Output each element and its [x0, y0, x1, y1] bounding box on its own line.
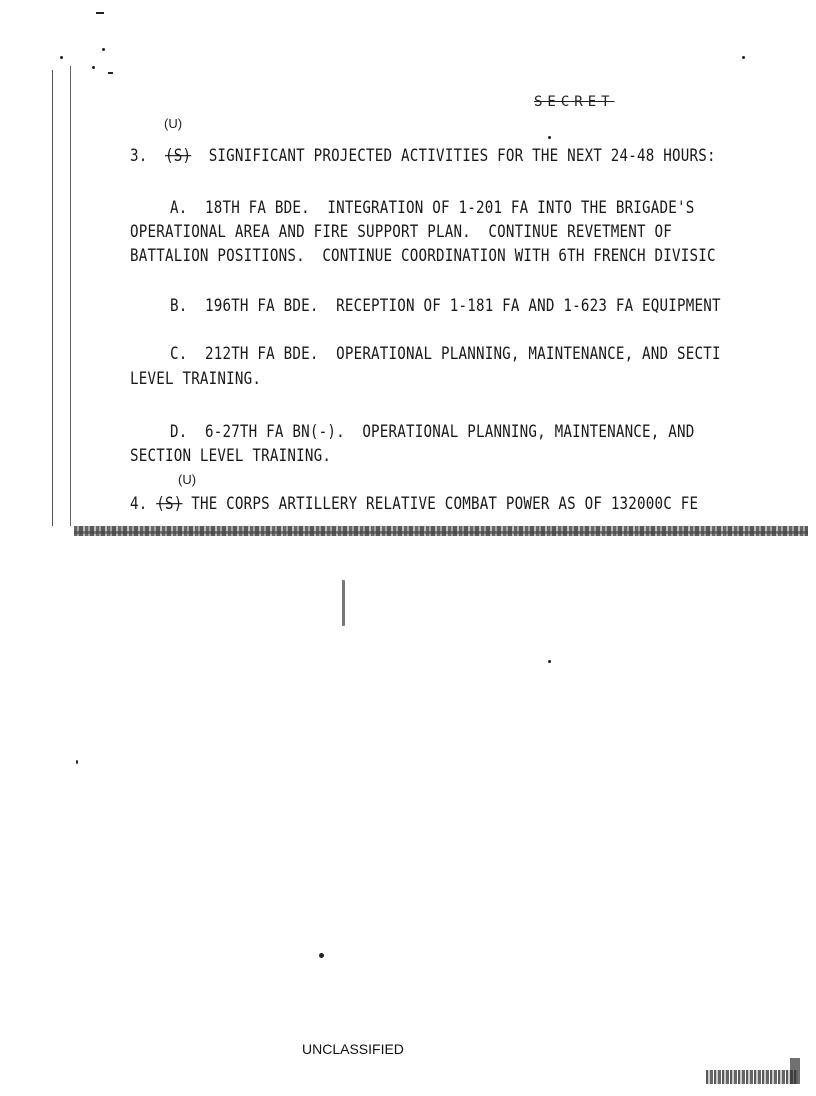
subparagraph-a-line: OPERATIONAL AREA AND FIRE SUPPORT PLAN. CONTINUE REVETMENT OF [130, 222, 672, 242]
subparagraph-d-line: SECTION LEVEL TRAINING. [130, 446, 332, 466]
paragraph-marking: (U) [164, 116, 183, 131]
scan-speck [548, 136, 551, 139]
scan-speck [60, 56, 63, 59]
scan-speck [319, 953, 324, 958]
scan-speck [96, 12, 104, 14]
paragraph-text: SIGNIFICANT PROJECTED ACTIVITIES FOR THE NEXT 24-48 HOURS: [208, 146, 716, 166]
paragraph-text: THE CORPS ARTILLERY RELATIVE COMBAT POWER AS OF 132000C FE [191, 494, 699, 514]
paragraph-4-line [130, 496, 698, 513]
scan-speck [548, 660, 551, 663]
paragraph-3-heading [130, 148, 716, 165]
scan-speck [108, 72, 113, 74]
scan-speck [102, 48, 105, 51]
paragraph-number: 4. [130, 494, 148, 514]
subparagraph-c-line: LEVEL TRAINING. [130, 369, 262, 389]
scan-speck [342, 580, 345, 626]
scan-speck [92, 66, 95, 69]
old-classification-marking: (S) [164, 146, 192, 166]
scan-smudge [790, 1058, 800, 1084]
subparagraph-c-line: C. 212TH FA BDE. OPERATIONAL PLANNING, MAINTENANCE, AND SECTI [170, 344, 721, 364]
margin-line-outer [52, 70, 53, 526]
subparagraph-d-line: D. 6-27TH FA BN(-). OPERATIONAL PLANNING, MAINTENANCE, AND [170, 422, 695, 442]
subparagraph-b-line: B. 196TH FA BDE. RECEPTION OF 1-181 FA AND 1-623 FA EQUIPMENT [170, 296, 721, 316]
scan-speck [76, 760, 78, 764]
subparagraph-a-line: A. 18TH FA BDE. INTEGRATION OF 1-201 FA INTO THE BRIGADE'S [170, 198, 695, 218]
old-classification-marking: (S) [156, 494, 183, 514]
scan-speck [742, 56, 745, 59]
paragraph-marking: (U) [178, 472, 197, 487]
subparagraph-a-line: BATTALION POSITIONS. CONTINUE COORDINATION WITH 6TH FRENCH DIVISIC [130, 246, 716, 266]
footer-classification: UNCLASSIFIED [302, 1041, 404, 1057]
margin-line-inner [70, 66, 71, 526]
scan-smudge [706, 1070, 798, 1084]
paragraph-number: 3. [130, 146, 148, 166]
scan-cutoff-band [74, 531, 808, 534]
classification-header: SECRET [534, 94, 615, 110]
